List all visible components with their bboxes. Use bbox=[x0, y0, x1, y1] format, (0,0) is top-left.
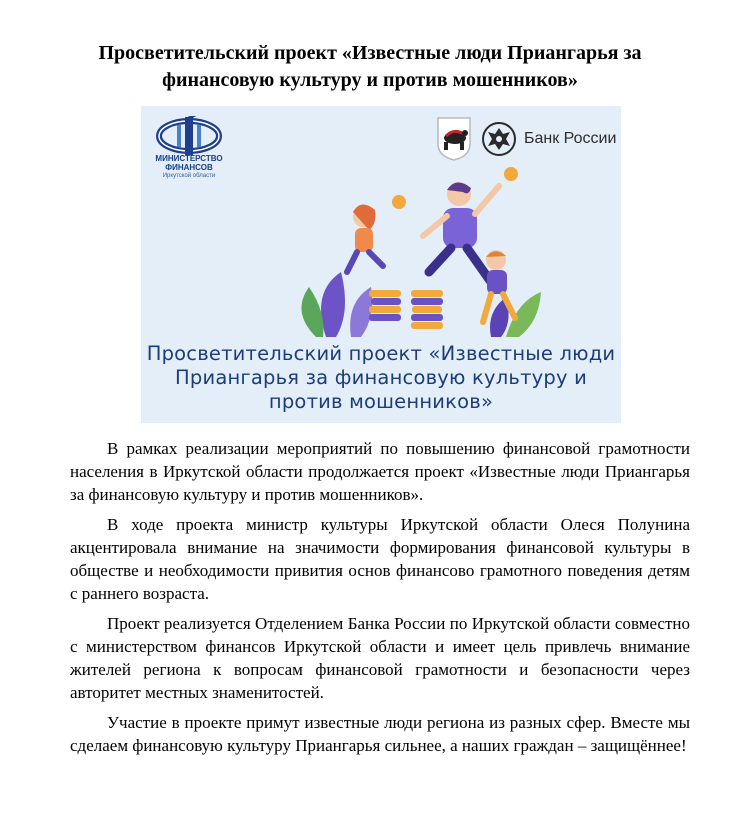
ministry-logo bbox=[147, 116, 231, 188]
ministry-emblem-icon bbox=[147, 116, 231, 156]
coin-icon bbox=[504, 167, 518, 181]
paragraph: В ходе проекта министр культуры Иркутской области Олеся Полунина акцентировала внимание на значимости формирования финансовой культуры в обществе и необходимости привития основ финансово грамотного поведения детям с раннего возраста. bbox=[70, 515, 690, 603]
coin-icon bbox=[392, 195, 406, 209]
article-body bbox=[70, 437, 690, 764]
paragraph: Участие в проекте примут известные люди региона из разных сфер. Вместе мы сделаем финансовую культуру Приангарья сильнее, а наших граждан – защищённее! bbox=[70, 713, 690, 755]
coin-stack-left-icon bbox=[369, 290, 401, 321]
bank-of-russia-eagle-icon bbox=[482, 122, 516, 156]
ministry-name-line3: Иркутской области bbox=[162, 173, 216, 179]
paragraph: В рамках реализации мероприятий по повышению финансовой грамотности населения в Иркутской области продолжается проект «Известные люди Приангарья за финансовую культуру и против мошенников». bbox=[70, 439, 690, 504]
family-running-illustration bbox=[291, 162, 551, 342]
paragraph: Проект реализуется Отделением Банка России по Иркутской области совместно с министерством финансов Иркутской области и имеет цель привлечь внимание жителей региона к вопросам финансовой грамотности и безопасности через авторитет местных знаменитостей. bbox=[70, 614, 690, 702]
irkutsk-coat-of-arms-icon bbox=[434, 116, 474, 162]
ministry-name-line1: МИНИСТЕРСТВО bbox=[155, 154, 223, 163]
ministry-name-line2: ФИНАНСОВ bbox=[165, 163, 213, 172]
coin-stack-right-icon bbox=[411, 290, 443, 329]
girl-figure-icon bbox=[347, 204, 383, 272]
bank-of-russia-name: Банк России bbox=[524, 130, 617, 147]
bank-logos bbox=[434, 114, 618, 164]
banner-caption: Просветительский проект «Известные люди Приангарья за финансовую культуру и против мошенников» bbox=[146, 342, 616, 413]
man-figure-icon bbox=[423, 182, 499, 282]
project-banner bbox=[141, 106, 621, 423]
document-title: Просветительский проект «Известные люди Приангарья за финансовую культуру и против мошенников» bbox=[98, 42, 642, 91]
